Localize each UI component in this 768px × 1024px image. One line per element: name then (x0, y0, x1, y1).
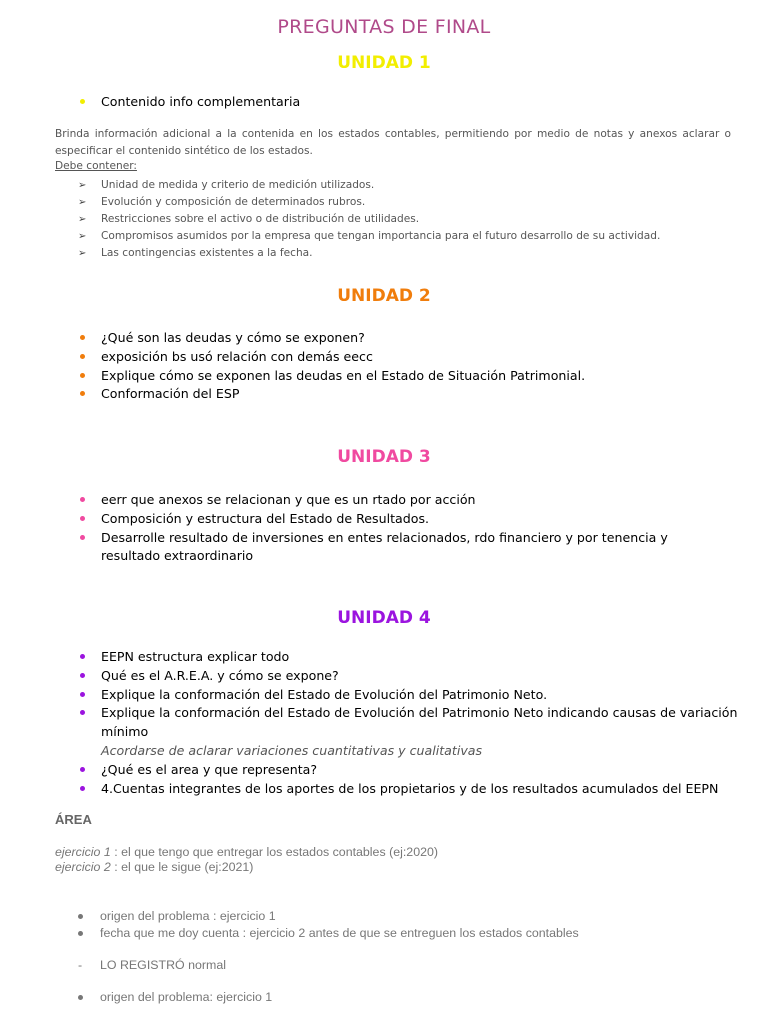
list-item-text: Explique la conformación del Estado de Evolución del Patrimonio Neto indicando causas de variación mínimo (101, 705, 738, 740)
bullet-icon (80, 516, 85, 521)
list-item (78, 925, 579, 942)
list-item-text: Desarrolle resultado de inversiones en entes relacionados, rdo financiero y por tenencia y resultado extraordinario (101, 529, 668, 564)
arrow-item (78, 194, 660, 211)
list-item (80, 761, 740, 780)
unit-4-list (80, 648, 740, 798)
arrow-item-text: Unidad de medida y criterio de medición utilizados. (101, 179, 375, 191)
exercise-2-text: : el que le sigue (ej:2021) (110, 860, 254, 874)
area-list-1 (78, 908, 579, 941)
arrow-item (78, 177, 660, 194)
list-item-text: Qué es el A.R.E.A. y cómo se expone? (101, 667, 339, 683)
bullet-icon (80, 786, 85, 791)
unit-2-list (80, 329, 585, 404)
bullet-icon (78, 995, 83, 1000)
unit-1-paragraph: Brinda información adicional a la contenida en los estados contables, permitiendo por medio de notas y anexos aclarar o especificar el contenido sintético de los estados. (55, 128, 731, 157)
registered-text: LO REGISTRÓ normal (100, 958, 226, 972)
bullet-icon (78, 914, 83, 919)
arrow-list (78, 177, 660, 262)
arrow-icon: ➢ (78, 214, 87, 225)
registered-line (78, 958, 226, 972)
arrow-item (78, 228, 660, 245)
exercise-2-line (55, 860, 253, 874)
bullet-icon (80, 673, 85, 678)
bullet-icon (80, 335, 85, 340)
dash-marker: - (78, 958, 83, 972)
list-item-text: eerr que anexos se relacionan y que es un rtado por acción (101, 492, 476, 507)
unit-4-heading: UNIDAD 4 (337, 608, 431, 628)
bullet-icon (78, 931, 83, 936)
exercise-1-text: : el que tengo que entregar los estados contables (ej:2020) (110, 845, 438, 859)
unit-1-heading: UNIDAD 1 (337, 53, 431, 73)
list-item (80, 367, 585, 386)
exercise-1-line (55, 845, 438, 859)
arrow-item (78, 211, 660, 228)
list-item (78, 908, 579, 925)
bullet-icon (80, 692, 85, 697)
arrow-icon: ➢ (78, 248, 87, 259)
arrow-item (78, 245, 660, 262)
list-item-text: Contenido info complementaria (101, 94, 301, 109)
arrow-item-text: Compromisos asumidos por la empresa que tengan importancia para el futuro desarrollo de su actividad. (101, 230, 661, 242)
arrow-item-text: Restricciones sobre el activo o de distribución de utilidades. (101, 213, 420, 225)
list-item-text: origen del problema : ejercicio 1 (100, 909, 276, 923)
list-item (80, 686, 740, 705)
list-item (80, 93, 300, 112)
list-item (80, 348, 585, 367)
arrow-item-text: Evolución y composición de determinados rubros. (101, 196, 366, 208)
area-heading: ÁREA (55, 812, 92, 827)
bullet-icon (80, 767, 85, 772)
must-contain-label: Debe contener: (55, 160, 137, 172)
list-item (80, 529, 680, 567)
unit-3-list (80, 491, 680, 566)
list-item (80, 510, 680, 529)
exercise-1-label: ejercicio 1 (55, 845, 111, 859)
document-title: PREGUNTAS DE FINAL (277, 16, 491, 38)
list-item-text: Composición y estructura del Estado de Resultados. (101, 510, 430, 526)
bullet-icon (80, 710, 85, 715)
list-item-text: fecha que me doy cuenta : ejercicio 2 antes de que se entreguen los estados contables (100, 925, 579, 940)
list-item-text: 4.Cuentas integrantes de los aportes de los propietarios y de los resultados acumulados del EEPN (101, 780, 719, 796)
list-item (80, 780, 740, 799)
bullet-icon (80, 497, 85, 502)
unit-2-heading: UNIDAD 2 (337, 286, 431, 306)
bullet-icon (80, 373, 85, 378)
list-item-text: ¿Qué son las deudas y cómo se exponen? (101, 330, 365, 345)
list-item-text: EEPN estructura explicar todo (101, 649, 290, 664)
bullet-icon (80, 654, 85, 659)
list-item (78, 989, 272, 1006)
arrow-item-text: Las contingencias existentes a la fecha. (101, 247, 313, 259)
list-item (80, 329, 585, 348)
bullet-icon (80, 535, 85, 540)
variation-note: Acordarse de aclarar variaciones cuantitativas y cualitativas (101, 742, 483, 758)
list-item (80, 667, 740, 686)
arrow-icon: ➢ (78, 197, 87, 208)
unit-1-list (80, 93, 300, 112)
list-item (80, 704, 740, 760)
bullet-icon (80, 354, 85, 359)
list-item (80, 491, 680, 510)
list-item-text: exposición bs usó relación con demás eecc (101, 348, 373, 364)
bullet-icon (80, 99, 85, 104)
arrow-icon: ➢ (78, 231, 87, 242)
unit-3-heading: UNIDAD 3 (337, 447, 431, 467)
bullet-icon (80, 391, 85, 396)
exercise-2-label: ejercicio 2 (55, 860, 111, 874)
list-item-text: Explique la conformación del Estado de Evolución del Patrimonio Neto. (101, 686, 548, 702)
list-item-text: Conformación del ESP (101, 386, 240, 402)
arrow-icon: ➢ (78, 180, 87, 191)
list-item-text: Explique cómo se exponen las deudas en el Estado de Situación Patrimonial. (101, 367, 586, 383)
list-item-text: origen del problema: ejercicio 1 (100, 990, 273, 1004)
list-item-text: ¿Qué es el area y que representa? (101, 761, 318, 777)
list-item (80, 648, 740, 667)
area-list-2 (78, 989, 272, 1006)
list-item (80, 385, 585, 404)
